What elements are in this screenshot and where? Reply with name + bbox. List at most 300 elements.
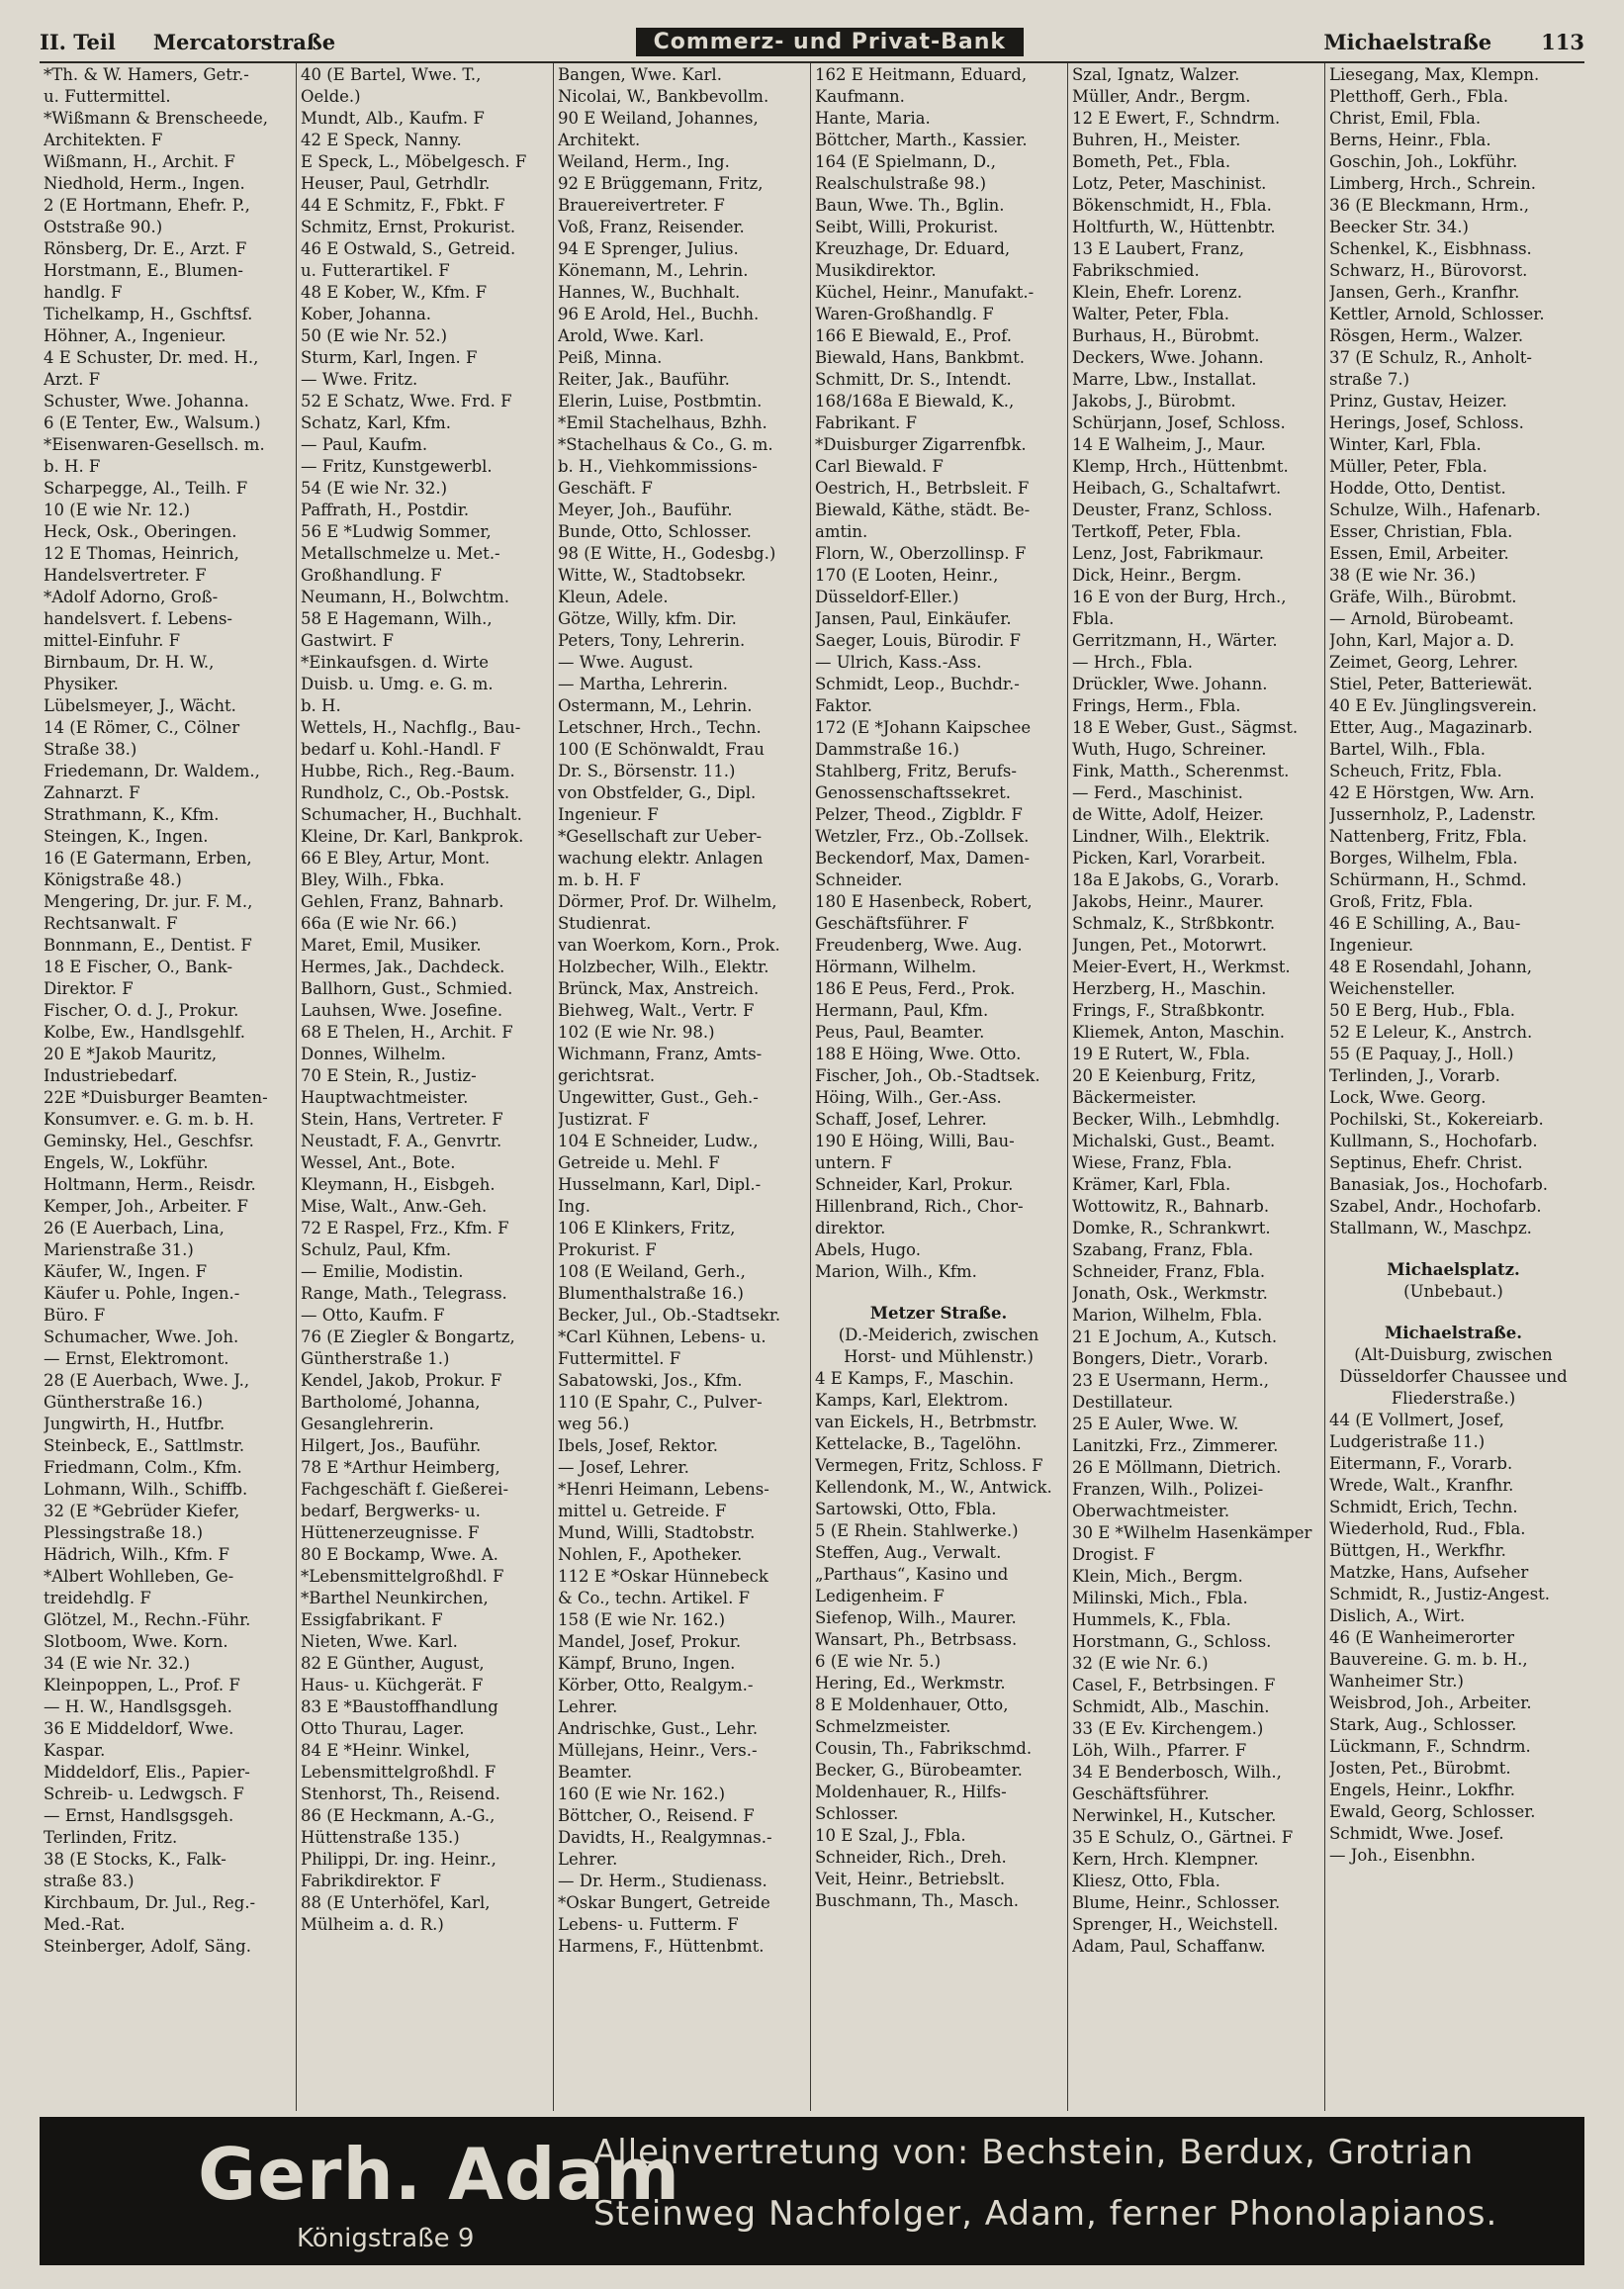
- directory-entry: Szabel, Andr., Hochofarb.: [1329, 1197, 1542, 1216]
- directory-entry: *Duisburger Zigarrenfbk.: [815, 435, 1027, 454]
- directory-entry: Bökenschmidt, H., Fbla.: [1072, 196, 1272, 215]
- directory-entry: Scharpegge, Al., Teilh. F: [44, 479, 248, 498]
- directory-entry: 52 E Leleur, K., Anstrch.: [1329, 1023, 1533, 1042]
- directory-entry: *Henri Heimann, Lebens-: [558, 1480, 769, 1499]
- directory-entry: Mundt, Alb., Kaufm. F: [301, 109, 485, 128]
- directory-entry: mittel-Einfuhr. F: [44, 631, 181, 650]
- directory-entry: Beecker Str. 34.): [1329, 218, 1469, 236]
- directory-column: [554, 63, 811, 2111]
- directory-entry: Cousin, Th., Fabrikschmd.: [815, 1739, 1033, 1758]
- directory-entry: Futtermittel. F: [558, 1349, 681, 1368]
- directory-entry: Lückmann, F., Schndrm.: [1329, 1737, 1531, 1756]
- directory-entry: Holtmann, Herm., Reisdr.: [44, 1175, 256, 1194]
- directory-entry: 70 E Stein, R., Justiz-: [301, 1066, 477, 1085]
- directory-entry: Becker, Wilh., Lebmhdlg.: [1072, 1110, 1281, 1129]
- directory-entry: straße 7.): [1329, 370, 1410, 389]
- directory-entry: — Ernst, Elektromont.: [44, 1349, 229, 1368]
- directory-entry: Krämer, Karl, Fbla.: [1072, 1175, 1231, 1194]
- directory-entry: Michalski, Gust., Beamt.: [1072, 1132, 1276, 1150]
- directory-entry: Hummels, K., Fbla.: [1072, 1610, 1231, 1629]
- directory-entry: Lehrer.: [558, 1697, 618, 1716]
- directory-entry: Großhandlung. F: [301, 566, 442, 585]
- directory-entry: Davidts, H., Realgymnas.-: [558, 1828, 772, 1847]
- directory-entry: Septinus, Ehefr. Christ.: [1329, 1153, 1523, 1172]
- directory-entry: Strathmann, K., Kfm.: [44, 805, 220, 824]
- directory-entry: Klein, Mich., Bergm.: [1072, 1567, 1243, 1586]
- directory-entry: Weichensteller.: [1329, 979, 1456, 998]
- directory-entry: 32 (E wie Nr. 6.): [1072, 1654, 1209, 1673]
- directory-entry: 25 E Auler, Wwe. W.: [1072, 1415, 1239, 1433]
- directory-entry: 55 (E Paquay, J., Holl.): [1329, 1045, 1514, 1063]
- directory-entry: Stiel, Peter, Batteriewät.: [1329, 675, 1533, 693]
- directory-entry: Birnbaum, Dr. H. W.,: [44, 653, 215, 672]
- directory-entry: 96 E Arold, Hel., Buchh.: [558, 305, 760, 323]
- directory-entry: Abels, Hugo.: [815, 1240, 921, 1259]
- directory-entry: Dislich, A., Wirt.: [1329, 1606, 1466, 1625]
- directory-entry: Marion, Wilhelm, Fbla.: [1072, 1306, 1263, 1325]
- directory-entry: Schmelzmeister.: [815, 1717, 951, 1736]
- directory-entry: 12 E Ewert, F., Schndrm.: [1072, 109, 1281, 128]
- directory-entry: Böttcher, Marth., Kassier.: [815, 131, 1028, 149]
- directory-entry: Ungewitter, Gust., Geh.-: [558, 1088, 759, 1107]
- directory-entry: Güntherstraße 1.): [301, 1349, 450, 1368]
- directory-entry: 19 E Rutert, W., Fbla.: [1072, 1045, 1251, 1063]
- directory-entry: 6 (E Tenter, Ew., Walsum.): [44, 413, 261, 432]
- ad-line-2: Steinweg Nachfolger, Adam, ferner Phonolapianos.: [593, 2194, 1498, 2234]
- ad-line-1: Alleinvertretung von: Bechstein, Berdux, Grotrian: [593, 2133, 1475, 2172]
- directory-entry: Bongers, Dietr., Vorarb.: [1072, 1349, 1269, 1368]
- directory-entry: Schumacher, H., Buchhalt.: [301, 805, 522, 824]
- directory-entry: Schmidt, Erich, Techn.: [1329, 1498, 1518, 1516]
- directory-entry: Wetzler, Frz., Ob.-Zollsek.: [815, 827, 1030, 846]
- street-heading: Michaelstraße.: [1384, 1324, 1523, 1342]
- directory-entry: Schmidt, Leop., Buchdr.-: [815, 675, 1020, 693]
- directory-entry: Mülheim a. d. R.): [301, 1915, 444, 1934]
- directory-entry: *Oskar Bungert, Getreide: [558, 1893, 770, 1912]
- directory-entry: Kemper, Joh., Arbeiter. F: [44, 1197, 248, 1216]
- directory-entry: Nohlen, F., Apotheker.: [558, 1545, 743, 1564]
- directory-entry: 158 (E wie Nr. 162.): [558, 1610, 726, 1629]
- directory-entry: Geschäftsführer.: [1072, 1785, 1210, 1803]
- directory-entry: 82 E Günther, August,: [301, 1654, 485, 1673]
- directory-entry: Engels, Heinr., Lokfhr.: [1329, 1781, 1516, 1799]
- directory-entry: m. b. H. F: [558, 870, 641, 889]
- directory-entry: Niedhold, Herm., Ingen.: [44, 174, 245, 193]
- directory-entry: — Dr. Herm., Studienass.: [558, 1872, 767, 1890]
- directory-entry: Lohmann, Wilh., Schiffb.: [44, 1480, 248, 1499]
- directory-entry: Walter, Peter, Fbla.: [1072, 305, 1230, 323]
- directory-entry: Lauhsen, Wwe. Josefine.: [301, 1001, 503, 1020]
- directory-entry: Hörmann, Wilhelm.: [815, 958, 977, 976]
- directory-entry: Vermegen, Fritz, Schloss. F: [815, 1456, 1043, 1475]
- directory-entry: Szabang, Franz, Fbla.: [1072, 1240, 1254, 1259]
- directory-entry: Kaspar.: [44, 1741, 106, 1760]
- directory-entry: Büttgen, H., Werkfhr.: [1329, 1541, 1506, 1560]
- directory-entry: Bometh, Pet., Fbla.: [1072, 152, 1231, 171]
- directory-entry: Deckers, Wwe. Johann.: [1072, 348, 1264, 367]
- directory-entry: Müller, Peter, Fbla.: [1329, 457, 1488, 476]
- directory-entry: wachung elektr. Anlagen: [558, 849, 764, 868]
- directory-entry: 168/168a E Biewald, K.,: [815, 392, 1015, 411]
- directory-entry: Hilgert, Jos., Bauführ.: [301, 1436, 482, 1455]
- directory-entry: Höing, Wilh., Ger.-Ass.: [815, 1088, 1002, 1107]
- directory-entry: Tichelkamp, H., Gschftsf.: [44, 305, 253, 323]
- directory-entry: Küchel, Heinr., Manufakt.-: [815, 283, 1035, 302]
- directory-entry: Getreide u. Mehl. F: [558, 1153, 720, 1172]
- directory-entry: Harmens, F., Hüttenbmt.: [558, 1937, 765, 1956]
- directory-entry: Meyer, Joh., Bauführ.: [558, 501, 733, 519]
- directory-entry: 48 E Kober, W., Kfm. F: [301, 283, 488, 302]
- directory-entry: handelsvert. f. Lebens-: [44, 609, 232, 628]
- directory-entry: Horstmann, G., Schloss.: [1072, 1632, 1272, 1651]
- directory-entry: Paffrath, H., Postdir.: [301, 501, 470, 519]
- directory-entry: 26 (E Auerbach, Lina,: [44, 1219, 225, 1237]
- directory-entry: 34 (E wie Nr. 32.): [44, 1654, 191, 1673]
- directory-entry: Rösgen, Herm., Walzer.: [1329, 326, 1524, 345]
- directory-entry: 44 (E Vollmert, Josef,: [1329, 1411, 1504, 1429]
- directory-entry: & Co., techn. Artikel. F: [558, 1589, 751, 1607]
- directory-entry: 78 E *Arthur Heimberg,: [301, 1458, 500, 1477]
- directory-entry: Güntherstraße 16.): [44, 1393, 203, 1412]
- directory-entry: — Arnold, Bürobeamt.: [1329, 609, 1514, 628]
- directory-entry: Ewald, Georg, Schlosser.: [1329, 1802, 1536, 1821]
- directory-entry: Buhren, H., Meister.: [1072, 131, 1241, 149]
- directory-entry: Wrede, Walt., Kranfhr.: [1329, 1476, 1514, 1495]
- directory-entry: Peus, Paul, Beamter.: [815, 1023, 985, 1042]
- directory-entry: Wessel, Ant., Bote.: [301, 1153, 456, 1172]
- directory-entry: Wettels, H., Nachflg., Bau-: [301, 718, 521, 737]
- directory-entry: Holtfurth, W., Hüttenbtr.: [1072, 218, 1276, 236]
- directory-entry: Kreuzhage, Dr. Eduard,: [815, 239, 1011, 258]
- street-heading: Michaelsplatz.: [1387, 1260, 1520, 1279]
- directory-entry: de Witte, Adolf, Heizer.: [1072, 805, 1264, 824]
- directory-entry: Schmidt, Wwe. Josef.: [1329, 1824, 1504, 1843]
- street-left: Mercatorstraße: [152, 29, 336, 54]
- directory-entry: Maret, Emil, Musiker.: [301, 936, 482, 955]
- directory-entry: Industriebedarf.: [44, 1066, 178, 1085]
- directory-entry: Weisbrod, Joh., Arbeiter.: [1329, 1694, 1532, 1712]
- directory-entry: Siefenop, Wilh., Maurer.: [815, 1608, 1017, 1627]
- directory-entry: Direktor. F: [44, 979, 134, 998]
- directory-entry: Drückler, Wwe. Johann.: [1072, 675, 1268, 693]
- directory-entry: Gerritzmann, H., Wärter.: [1072, 631, 1278, 650]
- directory-entry: Matzke, Hans, Aufseher: [1329, 1563, 1529, 1582]
- directory-entry: 94 E Sprenger, Julius.: [558, 239, 739, 258]
- directory-entry: Andrischke, Gust., Lehr.: [558, 1719, 759, 1738]
- directory-entry: Steffen, Aug., Verwalt.: [815, 1543, 1002, 1562]
- directory-entry: Schulz, Paul, Kfm.: [301, 1240, 452, 1259]
- directory-entry: Kämpf, Bruno, Ingen.: [558, 1654, 736, 1673]
- directory-entry: — Otto, Kaufm. F: [301, 1306, 445, 1325]
- directory-entry: 26 E Möllmann, Dietrich.: [1072, 1458, 1282, 1477]
- directory-entry: Freudenberg, Wwe. Aug.: [815, 936, 1023, 955]
- directory-entry: Buschmann, Th., Masch.: [815, 1891, 1019, 1910]
- directory-entry: Schmalz, K., Strßbkontr.: [1072, 914, 1276, 933]
- directory-entry: Käufer u. Pohle, Ingen.-: [44, 1284, 240, 1303]
- directory-entry: Bartholomé, Johanna,: [301, 1393, 481, 1412]
- directory-entry: 10 E Szal, J., Fbla.: [815, 1826, 966, 1845]
- street-heading: Metzer Straße.: [869, 1304, 1008, 1323]
- directory-entry: Löh, Wilh., Pfarrer. F: [1072, 1741, 1247, 1760]
- directory-entry: Hermann, Paul, Kfm.: [815, 1001, 989, 1020]
- directory-entry: Lebensmittelgroßhdl. F: [301, 1763, 496, 1782]
- directory-entry: Kleun, Adele.: [558, 588, 669, 606]
- directory-entry: 46 E Schilling, A., Bau-: [1329, 914, 1521, 933]
- directory-entry: Schlosser.: [815, 1804, 899, 1823]
- directory-entry: van Eickels, H., Betrbmstr.: [815, 1413, 1038, 1431]
- directory-entry: 112 E *Oskar Hünnebeck: [558, 1567, 768, 1586]
- directory-entry: Voß, Franz, Reisender.: [558, 218, 745, 236]
- directory-entry: 8 E Moldenhauer, Otto,: [815, 1695, 1009, 1714]
- directory-entry: 13 E Laubert, Franz,: [1072, 239, 1245, 258]
- directory-entry: 108 (E Weiland, Gerh.,: [558, 1262, 746, 1281]
- directory-entry: Ibels, Josef, Rektor.: [558, 1436, 718, 1455]
- directory-entry: Hering, Ed., Werkmstr.: [815, 1674, 1006, 1693]
- street-description: Fliederstraße.): [1391, 1389, 1516, 1408]
- directory-entry: Sabatowski, Jos., Kfm.: [558, 1371, 743, 1390]
- directory-entry: Architekt.: [558, 131, 641, 149]
- directory-entry: Jakobs, Heinr., Maurer.: [1072, 892, 1265, 911]
- directory-entry: 164 (E Spielmann, D.,: [815, 152, 997, 171]
- directory-entry: Lehrer.: [558, 1850, 618, 1869]
- directory-entry: 23 E Usermann, Herm.,: [1072, 1371, 1269, 1390]
- street-right: Michaelstraße: [1323, 29, 1492, 54]
- directory-entry: Plessingstraße 18.): [44, 1523, 204, 1542]
- directory-entry: Gastwirt. F: [301, 631, 394, 650]
- directory-entry: 83 E *Baustoffhandlung: [301, 1697, 498, 1716]
- directory-entry: amtin.: [815, 522, 868, 541]
- directory-entry: bedarf, Bergwerks- u.: [301, 1502, 481, 1520]
- directory-entry: Stark, Aug., Schlosser.: [1329, 1715, 1517, 1734]
- directory-entry: *Carl Kühnen, Lebens- u.: [558, 1328, 767, 1346]
- directory-entry: Architekten. F: [44, 131, 163, 149]
- directory-entry: Franzen, Wilh., Polizei-: [1072, 1480, 1264, 1499]
- directory-entry: 50 E Berg, Hub., Fbla.: [1329, 1001, 1516, 1020]
- directory-entry: Bauvereine. G. m. b. H.,: [1329, 1650, 1528, 1669]
- directory-entry: Gräfe, Wilh., Bürobmt.: [1329, 588, 1517, 606]
- directory-entry: Arold, Wwe. Karl.: [558, 326, 704, 345]
- directory-entry: Herings, Josef, Schloss.: [1329, 413, 1524, 432]
- ad-address: Königstraße 9: [297, 2224, 475, 2253]
- directory-entry: Heck, Osk., Oberingen.: [44, 522, 237, 541]
- directory-entry: 16 E von der Burg, Hrch.,: [1072, 588, 1287, 606]
- directory-entry: Terlinden, J., Vorarb.: [1329, 1066, 1500, 1085]
- directory-entry: Klein, Ehefr. Lorenz.: [1072, 283, 1242, 302]
- directory-entry: 180 E Hasenbeck, Robert,: [815, 892, 1033, 911]
- directory-entry: Berns, Heinr., Fbla.: [1329, 131, 1491, 149]
- directory-entry: Kober, Johanna.: [301, 305, 432, 323]
- directory-entry: Biehweg, Walt., Vertr. F: [558, 1001, 755, 1020]
- directory-entry: Justizrat. F: [558, 1110, 650, 1129]
- directory-entry: — Paul, Kaufm.: [301, 435, 428, 454]
- directory-entry: Wiederhold, Rud., Fbla.: [1329, 1519, 1526, 1538]
- directory-entry: Becker, Jul., Ob.-Stadtsekr.: [558, 1306, 781, 1325]
- directory-entry: Meier-Evert, H., Werkmst.: [1072, 958, 1291, 976]
- page-number: 113: [1541, 29, 1584, 54]
- directory-entry: Weiland, Herm., Ing.: [558, 152, 730, 171]
- directory-entry: Faktor.: [815, 696, 873, 715]
- directory-entry: Jungwirth, H., Hutfbr.: [44, 1415, 226, 1433]
- directory-entry: 4 E Schuster, Dr. med. H.,: [44, 348, 259, 367]
- directory-entry: Jungen, Pet., Motorwrt.: [1072, 936, 1267, 955]
- directory-entry: — Ernst, Handlsgsgeh.: [44, 1806, 234, 1825]
- directory-entry: Veit, Heinr., Betriebslt.: [815, 1870, 1006, 1888]
- directory-entry: Gehlen, Franz, Bahnarb.: [301, 892, 504, 911]
- directory-entry: Eitermann, F., Vorarb.: [1329, 1454, 1513, 1473]
- directory-entry: Hante, Maria.: [815, 109, 931, 128]
- directory-entry: 66 E Bley, Artur, Mont.: [301, 849, 491, 868]
- directory-entry: 84 E *Heinr. Winkel,: [301, 1741, 471, 1760]
- directory-entry: Horstmann, E., Blumen-: [44, 261, 243, 280]
- directory-entry: Scheuch, Fritz, Fbla.: [1329, 762, 1502, 780]
- directory-entry: Sturm, Karl, Ingen. F: [301, 348, 478, 367]
- directory-entry: Biewald, Hans, Bankbmt.: [815, 348, 1025, 367]
- directory-entry: Kliemek, Anton, Maschin.: [1072, 1023, 1285, 1042]
- directory-entry: Steinbeck, E., Sattlmstr.: [44, 1436, 245, 1455]
- directory-entry: Rundholz, C., Ob.-Postsk.: [301, 783, 510, 802]
- directory-entry: Dammstraße 16.): [815, 740, 959, 759]
- advertisement: [40, 2117, 1584, 2265]
- directory-entry: Becker, G., Bürobeamter.: [815, 1761, 1023, 1780]
- directory-entry: 66a (E wie Nr. 66.): [301, 914, 457, 933]
- directory-entry: Moldenhauer, R., Hilfs-: [815, 1783, 1007, 1801]
- directory-entry: Kullmann, S., Hochofarb.: [1329, 1132, 1538, 1150]
- directory-entry: Geschäftsführer. F: [815, 914, 969, 933]
- directory-entry: Beckendorf, Max, Damen-: [815, 849, 1031, 868]
- directory-entry: Nerwinkel, H., Kutscher.: [1072, 1806, 1277, 1825]
- directory-entry: *Th. & W. Hamers, Getr.-: [44, 65, 249, 84]
- directory-entry: 172 (E *Johann Kaipschee: [815, 718, 1032, 737]
- directory-entry: direktor.: [815, 1219, 886, 1237]
- directory-entry: Götze, Willy, kfm. Dir.: [558, 609, 737, 628]
- directory-entry: Banasiak, Jos., Hochofarb.: [1329, 1175, 1549, 1194]
- directory-entry: Steinberger, Adolf, Säng.: [44, 1937, 251, 1956]
- directory-entry: Jakobs, J., Bürobmt.: [1072, 392, 1236, 411]
- directory-entry: Ostermann, M., Lehrin.: [558, 696, 753, 715]
- directory-entry: Zahnarzt. F: [44, 783, 140, 802]
- directory-entry: Mund, Willi, Stadtobstr.: [558, 1523, 756, 1542]
- directory-entry: 42 E Hörstgen, Ww. Arn.: [1329, 783, 1535, 802]
- directory-entry: Düsseldorf-Eller.): [815, 588, 959, 606]
- directory-entry: straße 83.): [44, 1872, 135, 1890]
- directory-entry: Schenkel, K., Eisbhnass.: [1329, 239, 1532, 258]
- directory-entry: Bartel, Wilh., Fbla.: [1329, 740, 1486, 759]
- directory-entry: Adam, Paul, Schaffanw.: [1072, 1937, 1266, 1956]
- directory-entry: Oststraße 90.): [44, 218, 163, 236]
- directory-entry: Szal, Ignatz, Walzer.: [1072, 65, 1240, 84]
- directory-entry: 40 E Ev. Jünglingsverein.: [1329, 696, 1537, 715]
- directory-column: [297, 63, 554, 2111]
- directory-entry: u. Futterartikel. F: [301, 261, 450, 280]
- directory-entry: — Fritz, Kunstgewerbl.: [301, 457, 493, 476]
- directory-entry: Schmidt, Alb., Maschin.: [1072, 1697, 1270, 1716]
- directory-columns: [40, 63, 1584, 2111]
- directory-entry: 18 E Weber, Gust., Sägmst.: [1072, 718, 1299, 737]
- directory-entry: Kendel, Jakob, Prokur. F: [301, 1371, 502, 1390]
- directory-entry: 80 E Bockamp, Wwe. A.: [301, 1545, 498, 1564]
- directory-entry: Sartowski, Otto, Fbla.: [815, 1500, 997, 1518]
- directory-entry: Kleine, Dr. Karl, Bankprok.: [301, 827, 524, 846]
- directory-entry: 33 (E Ev. Kirchengem.): [1072, 1719, 1264, 1738]
- directory-entry: Schreib- u. Ledwgsch. F: [44, 1785, 244, 1803]
- directory-entry: Fischer, O. d. J., Prokur.: [44, 1001, 239, 1020]
- directory-entry: Philippi, Dr. ing. Heinr.,: [301, 1850, 496, 1869]
- page-header: [40, 22, 1584, 63]
- directory-entry: 18 E Fischer, O., Bank-: [44, 958, 233, 976]
- directory-entry: gerichtsrat.: [558, 1066, 656, 1085]
- directory-entry: 160 (E wie Nr. 162.): [558, 1785, 726, 1803]
- directory-entry: Gesanglehrerin.: [301, 1415, 434, 1433]
- directory-entry: — Ulrich, Kass.-Ass.: [815, 653, 982, 672]
- directory-entry: Waren-Großhandlg. F: [815, 305, 994, 323]
- directory-entry: Brauereivertreter. F: [558, 196, 725, 215]
- directory-entry: Ballhorn, Gust., Schmied.: [301, 979, 513, 998]
- directory-entry: Schuster, Wwe. Johanna.: [44, 392, 249, 411]
- directory-entry: *Emil Stachelhaus, Bzhh.: [558, 413, 767, 432]
- directory-entry: 166 E Biewald, E., Prof.: [815, 326, 1012, 345]
- directory-entry: 18a E Jakobs, G., Vorarb.: [1072, 870, 1280, 889]
- directory-entry: Esser, Christian, Fbla.: [1329, 522, 1513, 541]
- directory-entry: Kolbe, Ew., Handlsgehlf.: [44, 1023, 246, 1042]
- directory-entry: 38 (E Stocks, K., Falk-: [44, 1850, 226, 1869]
- directory-entry: Schmitz, Ernst, Prokurist.: [301, 218, 516, 236]
- directory-entry: 46 E Ostwald, S., Getreid.: [301, 239, 516, 258]
- directory-entry: — Wwe. Fritz.: [301, 370, 418, 389]
- directory-entry: Elerin, Luise, Postbmtin.: [558, 392, 763, 411]
- directory-entry: *Wißmann & Brenscheede,: [44, 109, 268, 128]
- directory-entry: Essigfabrikant. F: [301, 1610, 443, 1629]
- directory-entry: handlg. F: [44, 283, 123, 302]
- directory-entry: Lock, Wwe. Georg.: [1329, 1088, 1487, 1107]
- directory-entry: — H. W., Handlsgsgeh.: [44, 1697, 232, 1716]
- directory-entry: 28 (E Auerbach, Wwe. J.,: [44, 1371, 250, 1390]
- directory-entry: Pletthoff, Gerh., Fbla.: [1329, 87, 1509, 106]
- directory-entry: 10 (E wie Nr. 12.): [44, 501, 191, 519]
- directory-entry: Fabrikschmied.: [1072, 261, 1200, 280]
- bank-banner: Commerz- und Privat-Bank: [636, 28, 1024, 56]
- directory-entry: untern. F: [815, 1153, 893, 1172]
- directory-entry: Dick, Heinr., Bergm.: [1072, 566, 1242, 585]
- directory-entry: Blume, Heinr., Schlosser.: [1072, 1893, 1281, 1912]
- directory-entry: Käufer, W., Ingen. F: [44, 1262, 208, 1281]
- directory-entry: Winter, Karl, Fbla.: [1329, 435, 1482, 454]
- directory-entry: Neustadt, F. A., Genvrtr.: [301, 1132, 502, 1150]
- directory-entry: Wiese, Franz, Fbla.: [1072, 1153, 1232, 1172]
- directory-entry: Wißmann, H., Archit. F: [44, 152, 235, 171]
- directory-entry: Hüttenstraße 135.): [301, 1828, 460, 1847]
- directory-entry: 20 E Keienburg, Fritz,: [1072, 1066, 1257, 1085]
- directory-entry: Kamps, Karl, Elektrom.: [815, 1391, 1009, 1410]
- directory-entry: Kettler, Arnold, Schlosser.: [1329, 305, 1545, 323]
- directory-entry: Böttcher, O., Reisend. F: [558, 1806, 755, 1825]
- directory-entry: Hubbe, Rich., Reg.-Baum.: [301, 762, 515, 780]
- directory-entry: Wanheimer Str.): [1329, 1672, 1464, 1691]
- directory-entry: Dörmer, Prof. Dr. Wilhelm,: [558, 892, 777, 911]
- directory-entry: Realschulstraße 98.): [815, 174, 987, 193]
- directory-entry: Dr. S., Börsenstr. 11.): [558, 762, 736, 780]
- directory-entry: Picken, Karl, Vorarbeit.: [1072, 849, 1266, 868]
- directory-entry: Saeger, Louis, Bürodir. F: [815, 631, 1021, 650]
- directory-entry: Marre, Lbw., Installat.: [1072, 370, 1257, 389]
- directory-entry: Lenz, Jost, Fabrikmaur.: [1072, 544, 1264, 563]
- directory-entry: — Josef, Lehrer.: [558, 1458, 689, 1477]
- directory-entry: Bley, Wilh., Fbka.: [301, 870, 445, 889]
- directory-entry: *Barthel Neunkirchen,: [301, 1589, 489, 1607]
- directory-entry: Prokurist. F: [558, 1240, 657, 1259]
- directory-entry: Hillenbrand, Rich., Chor-: [815, 1197, 1024, 1216]
- directory-entry: Josten, Pet., Bürobmt.: [1329, 1759, 1511, 1778]
- directory-column: [811, 63, 1068, 2111]
